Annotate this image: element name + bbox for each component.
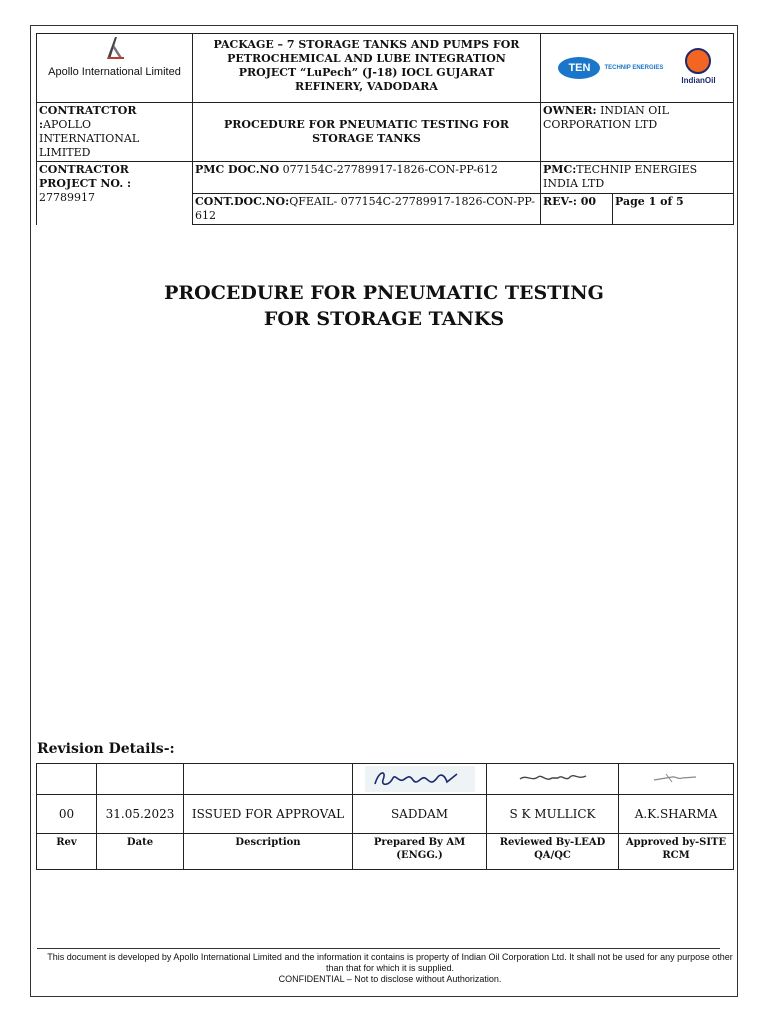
technip-energies-logo: TEN TECHNIP ENERGIES — [558, 57, 663, 79]
revision-row — [37, 795, 734, 834]
approved-value: A.K.SHARMA — [619, 795, 734, 834]
footer-confidential: CONFIDENTIAL – Not to disclose without Authorization. — [278, 974, 502, 984]
project-title: PACKAGE – 7 STORAGE TANKS AND PUMPS FOR PETROCHEMICAL AND LUBE INTEGRATION PROJECT “LuPech” (J-18) IOCL GUJARAT REFINERY, VADODARA — [193, 34, 541, 103]
apollo-logo-cell — [37, 34, 193, 103]
signature-row — [37, 764, 734, 795]
rev-label: Rev — [37, 834, 97, 870]
reviewed-label: Reviewed By-LEAD QA/QC — [487, 834, 619, 870]
description-value: ISSUED FOR APPROVAL — [184, 795, 353, 834]
owner-cell: OWNER: INDIAN OIL CORPORATION LTD — [541, 103, 734, 162]
apollo-logo-icon — [105, 35, 125, 61]
doc-title: PROCEDURE FOR PNEUMATIC TESTING FOR STORAGE TANKS — [193, 103, 541, 162]
document-header-table — [36, 33, 734, 225]
description-label: Description — [184, 834, 353, 870]
prepared-label: Prepared By AM (ENGG.) — [353, 834, 487, 870]
reviewed-value: S K MULLICK — [487, 795, 619, 834]
indianoil-logo: IndianOil — [681, 48, 715, 88]
cont-doc-cell: CONT.DOC.NO:QFEAIL- 077154C-27789917-1826-CON-PP-612 — [193, 194, 541, 225]
page-number: Page 1 of 5 — [613, 194, 734, 225]
approved-signature — [619, 764, 734, 795]
pmc-cell: PMC:TECHNIP ENERGIES INDIA LTD — [541, 162, 734, 194]
footer-disclaimer: This document is developed by Apollo International Limited and the information it contains is property of Indian Oil Corporation Ltd. It shall not be used for any purpose other than that for which it is supplied. — [47, 952, 733, 973]
company-name: Apollo International Limited — [48, 66, 181, 78]
indianoil-logo-icon — [685, 48, 711, 74]
rev-value: 00 — [37, 795, 97, 834]
date-label: Date — [97, 834, 184, 870]
approved-label: Approved by-SITE RCM — [619, 834, 734, 870]
owner-logos-cell — [541, 34, 734, 103]
footer-divider — [37, 948, 720, 949]
contractor-project-cell: CONTRACTOR PROJECT NO. : 27789917 — [37, 162, 193, 225]
prepared-signature — [353, 764, 487, 795]
revision-number: REV-: 00 — [541, 194, 613, 225]
prepared-value: SADDAM — [353, 795, 487, 834]
contractor-cell: CONTRATCTOR :APOLLO INTERNATIONAL LIMITED — [37, 103, 193, 162]
pmc-doc-cell: PMC DOC.NO 077154C-27789917-1826-CON-PP-612 — [193, 162, 541, 194]
main-title: PROCEDURE FOR PNEUMATIC TESTING FOR STORAGE TANKS — [164, 282, 604, 330]
revision-table — [36, 763, 734, 870]
revision-heading: Revision Details-: — [37, 741, 175, 757]
date-value: 31.05.2023 — [97, 795, 184, 834]
revision-labels-row — [37, 834, 734, 870]
footer — [40, 952, 740, 985]
reviewed-signature — [487, 764, 619, 795]
